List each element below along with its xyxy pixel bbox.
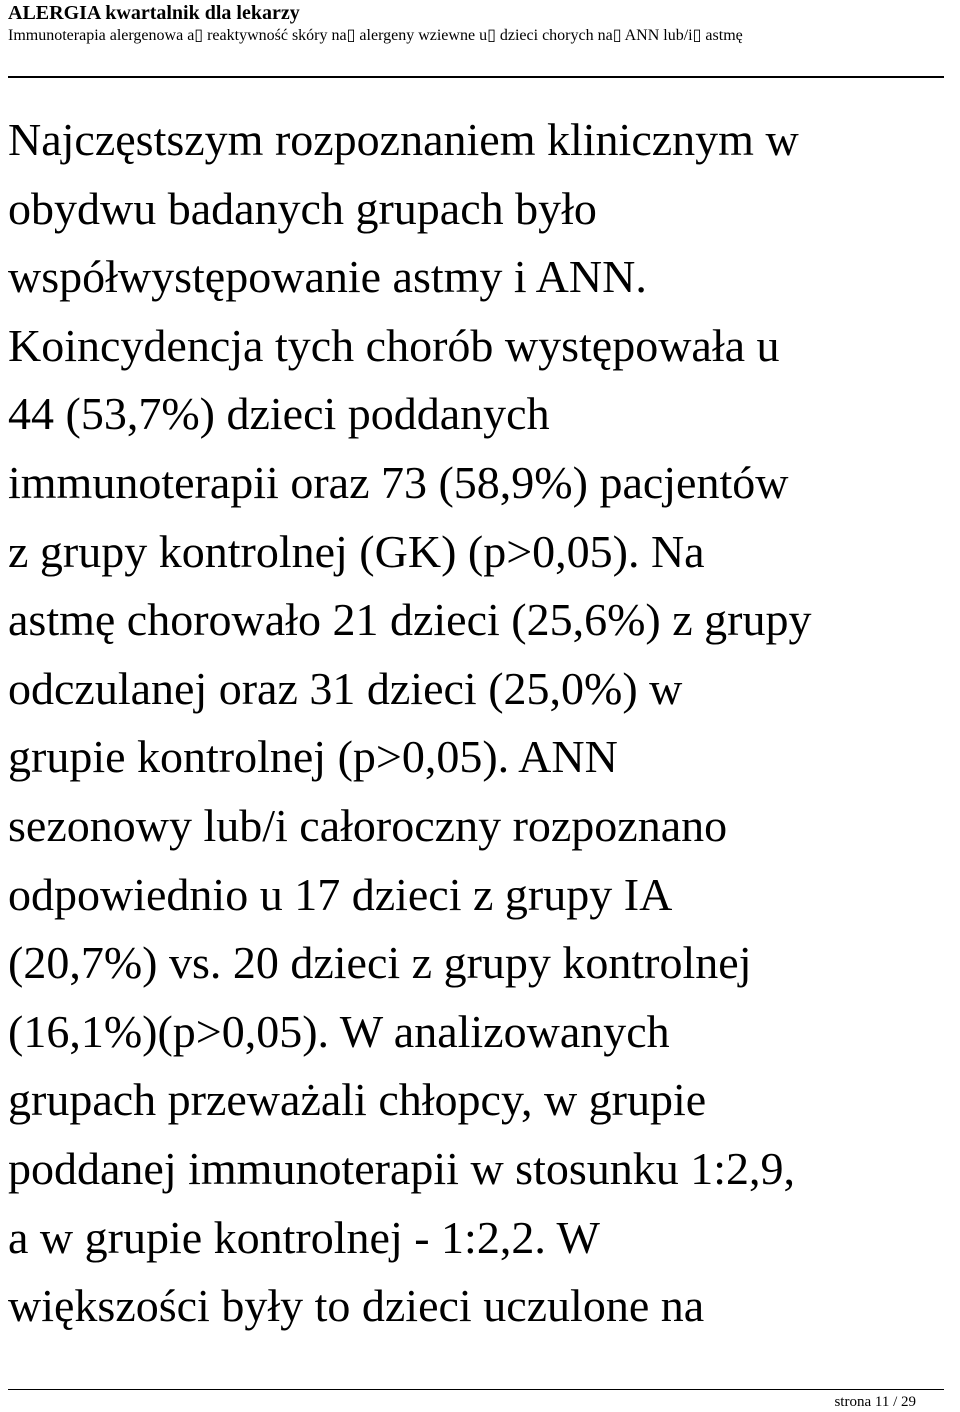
body-line: a w grupie kontrolnej - 1:2,2. W <box>8 1211 600 1263</box>
body-line: 44 (53,7%) dzieci poddanych <box>8 388 550 440</box>
body-line: grupie kontrolnej (p>0,05). ANN <box>8 731 618 783</box>
body-line: odpowiednio u 17 dzieci z grupy IA <box>8 868 673 920</box>
body-line: astmę chorowało 21 dzieci (25,6%) z grupy <box>8 594 812 646</box>
body-line: sezonowy lub/i całoroczny rozpoznano <box>8 799 728 851</box>
body-line: Najczęstszym rozpoznaniem klinicznym w <box>8 114 799 165</box>
header-divider <box>8 76 944 78</box>
article-title: Immunoterapia alergenowa a▯ reaktywność skóry na▯ alergeny wziewne u▯ dzieci chorych na▯ ANN lub/i▯ astmę <box>8 27 743 44</box>
body-line: z grupy kontrolnej (GK) (p>0,05). Na <box>8 525 705 577</box>
page-number: strona 11 / 29 <box>834 1394 916 1410</box>
body-line: grupach przeważali chłopcy, w grupie <box>8 1074 707 1126</box>
body-line: obydwu badanych grupach było <box>8 182 597 234</box>
body-line: większości były to dzieci uczulone na <box>8 1280 705 1332</box>
footer-divider <box>8 1389 944 1390</box>
body-line: immunoterapii oraz 73 (58,9%) pacjentów <box>8 456 789 508</box>
body-line: odczulanej oraz 31 dzieci (25,0%) w <box>8 662 683 714</box>
body-line: współwystępowanie astmy i ANN. <box>8 251 647 303</box>
body-line: poddanej immunoterapii w stosunku 1:2,9, <box>8 1142 796 1194</box>
body-line: (20,7%) vs. 20 dzieci z grupy kontrolnej <box>8 937 752 989</box>
journal-title: ALERGIA kwartalnik dla lekarzy <box>8 2 300 24</box>
body-line: (16,1%)(p>0,05). W analizowanych <box>8 1005 670 1057</box>
body-line: Koincydencja tych chorób występowała u <box>8 319 780 371</box>
article-body <box>8 106 958 1341</box>
